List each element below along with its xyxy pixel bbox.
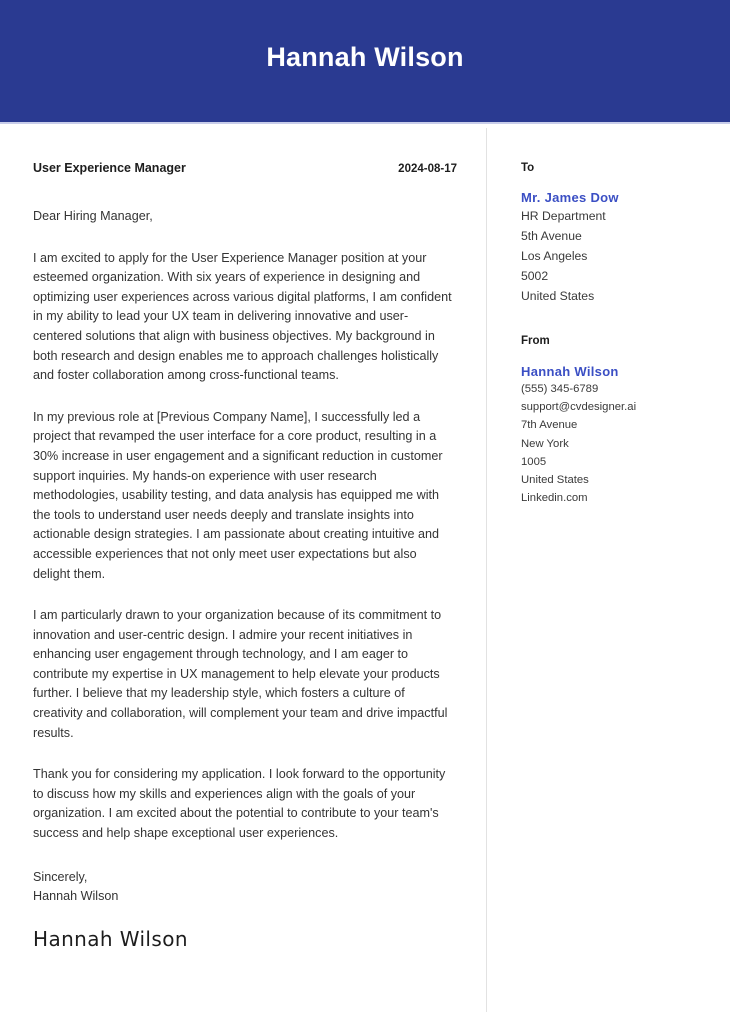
letter-paragraph-2: In my previous role at [Previous Company Name], I successfully led a project that revamped the user interface for a core product, resulting in a 30% increase in user engagement and a significant reduction in customer support inquiries. My hands-on experience with user research methodologies, usability testing, and data analysis has equipped me with the tools to understand user needs deeply and translate insights into actionable design strategies. I am passionate about creating intuitive and accessible experiences that not only meet user expectations but also delight them. [33, 409, 443, 581]
sender-email: support@cvdesigner.ai [521, 401, 637, 414]
sender-heading: From [521, 335, 550, 347]
header-banner [0, 0, 730, 122]
letter-paragraph-1: I am excited to apply for the User Experience Manager position at your esteemed organization. With six years of experience in designing and optimizing user experiences across various digital platforms, I am confident in my ability to lead your UX team in delivering innovative and user-centered solutions that align with business objectives. My background in both research and design enables me to approach challenges holistically and foster collaboration among cross-functional teams. [33, 250, 452, 383]
sender-line: New York [521, 437, 569, 450]
recipient-line: 5002 [521, 269, 549, 283]
document-body [0, 124, 730, 1024]
sender-website: Linkedin.com [521, 492, 588, 505]
contact-column [521, 124, 711, 506]
letter-title-row [33, 161, 457, 175]
recipient-heading: To [521, 162, 535, 174]
recipient-line: 5th Avenue [521, 229, 582, 243]
recipient-name: Mr. James Dow [521, 190, 619, 205]
recipient-line: HR Department [521, 209, 606, 223]
sender-name: Hannah Wilson [521, 364, 619, 379]
closing-word: Sincerely, [33, 869, 88, 884]
letter-column [33, 124, 457, 951]
sender-line: 7th Avenue [521, 419, 578, 432]
recipient-block [521, 162, 711, 305]
handwritten-signature: Hannah Wilson [33, 926, 188, 951]
salutation: Dear Hiring Manager, [33, 209, 153, 223]
sender-line: United States [521, 474, 589, 487]
sender-line: 1005 [521, 455, 547, 468]
job-title: User Experience Manager [33, 161, 186, 175]
letter-date: 2024-08-17 [398, 163, 457, 175]
applicant-name-header: Hannah Wilson [266, 41, 464, 72]
closing-name: Hannah Wilson [33, 889, 119, 904]
sender-phone: (555) 345-6789 [521, 383, 599, 395]
recipient-line: United States [521, 289, 595, 303]
column-divider [486, 128, 487, 1012]
letter-paragraph-3: I am particularly drawn to your organization because of its commitment to innovation and user-centric design. I admire your recent initiatives in enhancing user engagement through technology, and I am eager to contribute my expertise in UX management to help elevate your products further. I believe that my leadership style, which fosters a culture of creativity and collaboration, will complement your team and drive impactful results. [33, 608, 448, 740]
letter-paragraph-4: Thank you for considering my application. I look forward to the opportunity to discuss how my skills and experiences align with the goals of your organization. I am excited about the potential to contribute to your team's success and help shape exceptional user experiences. [33, 767, 446, 841]
letter-closing [33, 868, 457, 907]
sender-block [521, 335, 711, 506]
recipient-line: Los Angeles [521, 249, 588, 263]
